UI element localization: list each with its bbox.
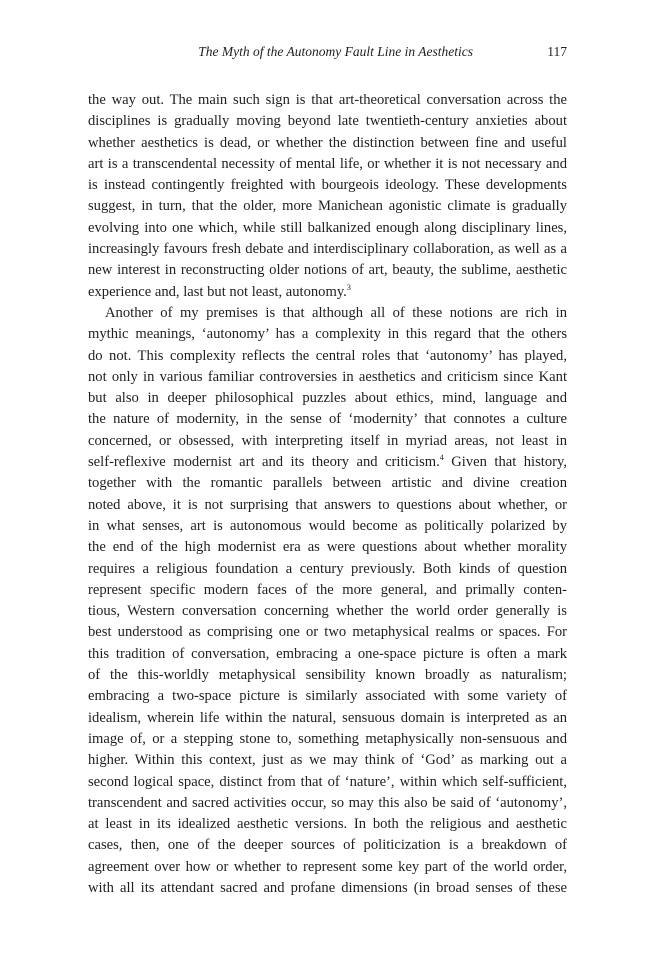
text-line: whether aesthetics is dead, or whether the distinction between fine and useful xyxy=(88,134,567,151)
text-line: is instead contingently freighted with bourgeois ideology. These developments xyxy=(88,177,567,194)
text-line: higher. Within this context, just as we may think of ‘God’ as marking out a xyxy=(88,752,567,769)
line-text: experience and, last but not least, autonomy. xyxy=(88,283,347,300)
text-line: tious, Western conversation concerning whether the world order generally is xyxy=(88,603,567,620)
text-line xyxy=(88,282,567,303)
text-line: together with the romantic parallels between artistic and divine creation xyxy=(88,475,567,492)
text-line: second logical space, distinct from that of ‘nature’, within which self-sufficient, xyxy=(88,773,567,790)
text-line: Another of my premises is that although all of these notions are rich in xyxy=(105,304,567,321)
text-line: requires a religious foundation a century previously. Both kinds of question xyxy=(88,560,567,577)
text-line: idealism, wherein life within the natural, sensuous domain is interpreted as an xyxy=(88,709,567,726)
text-line: represent specific modern faces of the more general, and primally conten- xyxy=(88,581,567,598)
text-line: suggest, in turn, that the older, more Manichean agonistic climate is gradually xyxy=(88,198,567,215)
text-line: evolving into one which, while still balkanized enough along disciplinary lines, xyxy=(88,219,567,236)
text-line: increasingly favours fresh debate and interdisciplinary collaboration, as well as a xyxy=(88,241,567,258)
text-line: concerned, or obsessed, with interpreting itself in myriad areas, not least in xyxy=(88,432,567,449)
text-line: at least in its idealized aesthetic versions. In both the religious and aesthetic xyxy=(88,816,567,833)
text-line: transcendent and sacred activities occur, so may this also be said of ‘autonomy’, xyxy=(88,794,567,811)
paragraph-1 xyxy=(88,90,567,303)
footnote-reference-3[interactable]: 3 xyxy=(346,282,351,292)
text-line: image of, or a stepping stone to, something metaphysically non-sensuous and xyxy=(88,730,567,747)
text-line: the nature of modernity, in the sense of ‘modernity’ that connotes a culture xyxy=(88,411,567,428)
text-line: this tradition of conversation, embracing a one-space picture is often a mark xyxy=(88,645,567,662)
footnote-reference-4[interactable]: 4 xyxy=(439,453,444,463)
text-line: with all its attendant sacred and profane dimensions (in broad senses of these xyxy=(88,879,567,896)
text-line: of the this-worldly metaphysical sensibility known broadly as naturalism; xyxy=(88,667,567,684)
text-line: not only in various familiar controversies in aesthetics and criticism since Kant xyxy=(88,368,567,385)
text-line: noted above, it is not surprising that answers to questions about whether, or xyxy=(88,496,567,513)
running-head xyxy=(88,44,567,66)
text-line: the end of the high modernist era as were questions about whether morality xyxy=(88,539,567,556)
text-line: the way out. The main such sign is that art-theoretical conversation across the xyxy=(88,92,567,108)
text-line: do not. This complexity reflects the central roles that ‘autonomy’ has played, xyxy=(88,347,567,364)
body-text xyxy=(88,90,567,899)
text-line: but also in deeper philosophical puzzles about ethics, mind, language and xyxy=(88,390,567,407)
paragraph-2 xyxy=(88,303,567,899)
text-line: new interest in reconstructing older notions of art, beauty, the sublime, aesthetic xyxy=(88,262,567,279)
text-line: agreement over how or whether to represent some key part of the world order, xyxy=(88,858,567,875)
line-text: self-reflexive modernist art and its theory and criticism. xyxy=(88,454,440,471)
text-line: art is a transcendental necessity of mental life, or whether it is not necessary and xyxy=(88,155,567,172)
text-line: mythic meanings, ‘autonomy’ has a complexity in this regard that the others xyxy=(88,326,567,343)
text-line: best understood as comprising one or two metaphysical realms or spaces. For xyxy=(88,624,567,641)
line-text: Given that history, xyxy=(443,454,567,471)
text-line: cases, then, one of the deeper sources of politicization is a breakdown of xyxy=(88,837,567,854)
text-line: disciplines is gradually moving beyond late twentieth-century anxieties about xyxy=(88,113,567,130)
page-number: 117 xyxy=(547,44,567,59)
running-title: The Myth of the Autonomy Fault Line in Aesthetics xyxy=(198,44,473,59)
text-line: embracing a two-space picture is similarly associated with some variety of xyxy=(88,688,567,705)
text-line: in what senses, art is autonomous would become as politically polarized by xyxy=(88,517,567,534)
text-line xyxy=(88,452,567,473)
